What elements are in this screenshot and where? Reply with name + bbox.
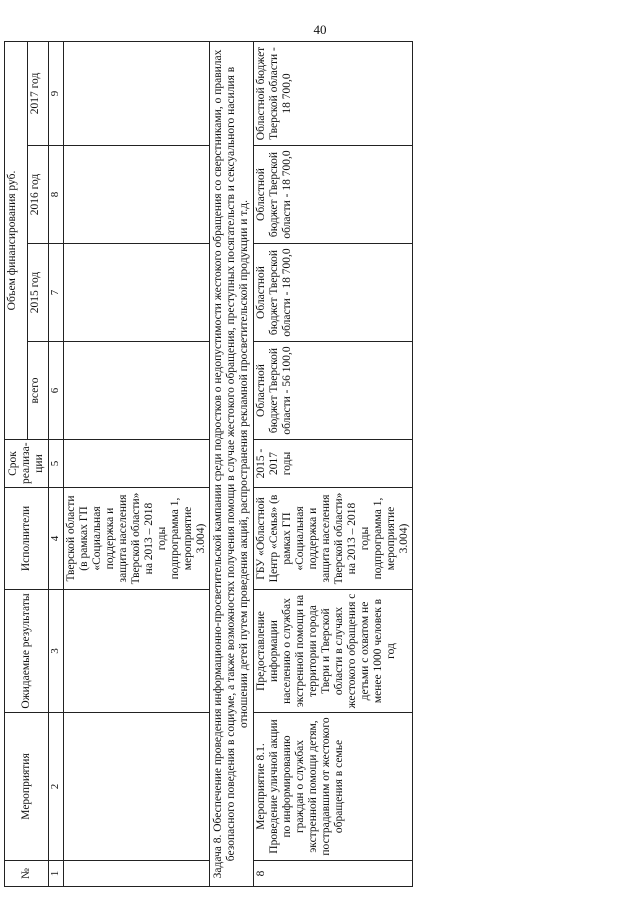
header-2015: 2015 год <box>28 244 49 342</box>
column-number: 7 <box>49 244 64 342</box>
continued-total <box>64 342 210 440</box>
header-results: Ожидаемые результаты <box>5 590 49 713</box>
continued-executors: Тверской области (в рамках ГП «Социальная поддержка и защита населения Тверской области» на 2013 – 2018 годы подпрограмма 1, мероприятие 3.004) <box>64 488 210 590</box>
task-row <box>210 41 254 886</box>
column-number: 1 <box>49 861 64 887</box>
event-2016: Областной бюджет Тверской области - 18 700,0 <box>254 146 413 244</box>
financing-table <box>4 41 413 887</box>
continued-event <box>64 713 210 861</box>
event-num: 8 <box>254 861 413 887</box>
header-term: Срок реализа-ции <box>5 440 49 488</box>
column-number: 2 <box>49 713 64 861</box>
column-number: 5 <box>49 440 64 488</box>
page-number: 40 <box>313 22 327 37</box>
task-8-text: Задача 8. Обеспечение проведения информационно-просветительской кампании среди подростков о недопустимости жестокого обращения со сверстниками, о правилах безопасного поведения в социуме, а также возможностях получения помощи в случае жестокого обращения, преступных посягательств и сексуального насилия в отношении детей путем проведения акций, распространения рекламной просветительской продукции и т.д. <box>210 41 254 886</box>
continued-2017 <box>64 41 210 145</box>
event-executors: ГБУ «Областной Центр «Семья» (в рамках ГП «Социальная поддержка и защита населения Тверской области» на 2013 – 2018 годы подпрограмма 1, мероприятие 3.004) <box>254 488 413 590</box>
continued-2016 <box>64 146 210 244</box>
event-name: Мероприятие 8.1. Проведение уличной акции по информированию граждан о службах экстренной помощи детям, пострадавшим от жестокого обращения в семье <box>254 713 413 861</box>
continued-results <box>64 590 210 713</box>
column-number: 6 <box>49 342 64 440</box>
event-row <box>254 41 413 886</box>
header-num: № <box>5 861 49 887</box>
header-event: Мероприятия <box>5 713 49 861</box>
header-row-1 <box>5 41 28 886</box>
continued-row <box>64 41 210 886</box>
header-executors: Исполнители <box>5 488 49 590</box>
event-term: 2015 - 2017 годы <box>254 440 413 488</box>
header-2016: 2016 год <box>28 146 49 244</box>
continued-num <box>64 861 210 887</box>
column-number: 3 <box>49 590 64 713</box>
column-number-row <box>49 41 64 886</box>
event-results: Предоставление информации населению о службах экстренной помощи на территории города Твери и Тверской области в случаях жестокого обращения с детьми с охватом не менее 1000 человек в год <box>254 590 413 713</box>
column-number: 4 <box>49 488 64 590</box>
header-total: всего <box>28 342 49 440</box>
event-total: Областной бюджет Тверской области - 56 100,0 <box>254 342 413 440</box>
column-number: 8 <box>49 146 64 244</box>
header-2017: 2017 год <box>28 41 49 145</box>
header-financing: Объем финансирования руб. <box>5 41 28 439</box>
continued-2015 <box>64 244 210 342</box>
continued-term <box>64 440 210 488</box>
rotated-table-sheet <box>4 42 544 887</box>
event-2017: Областной бюджет Тверской области - 18 700,0 <box>254 41 413 145</box>
column-number: 9 <box>49 41 64 145</box>
event-2015: Областной бюджет Тверской области - 18 700,0 <box>254 244 413 342</box>
